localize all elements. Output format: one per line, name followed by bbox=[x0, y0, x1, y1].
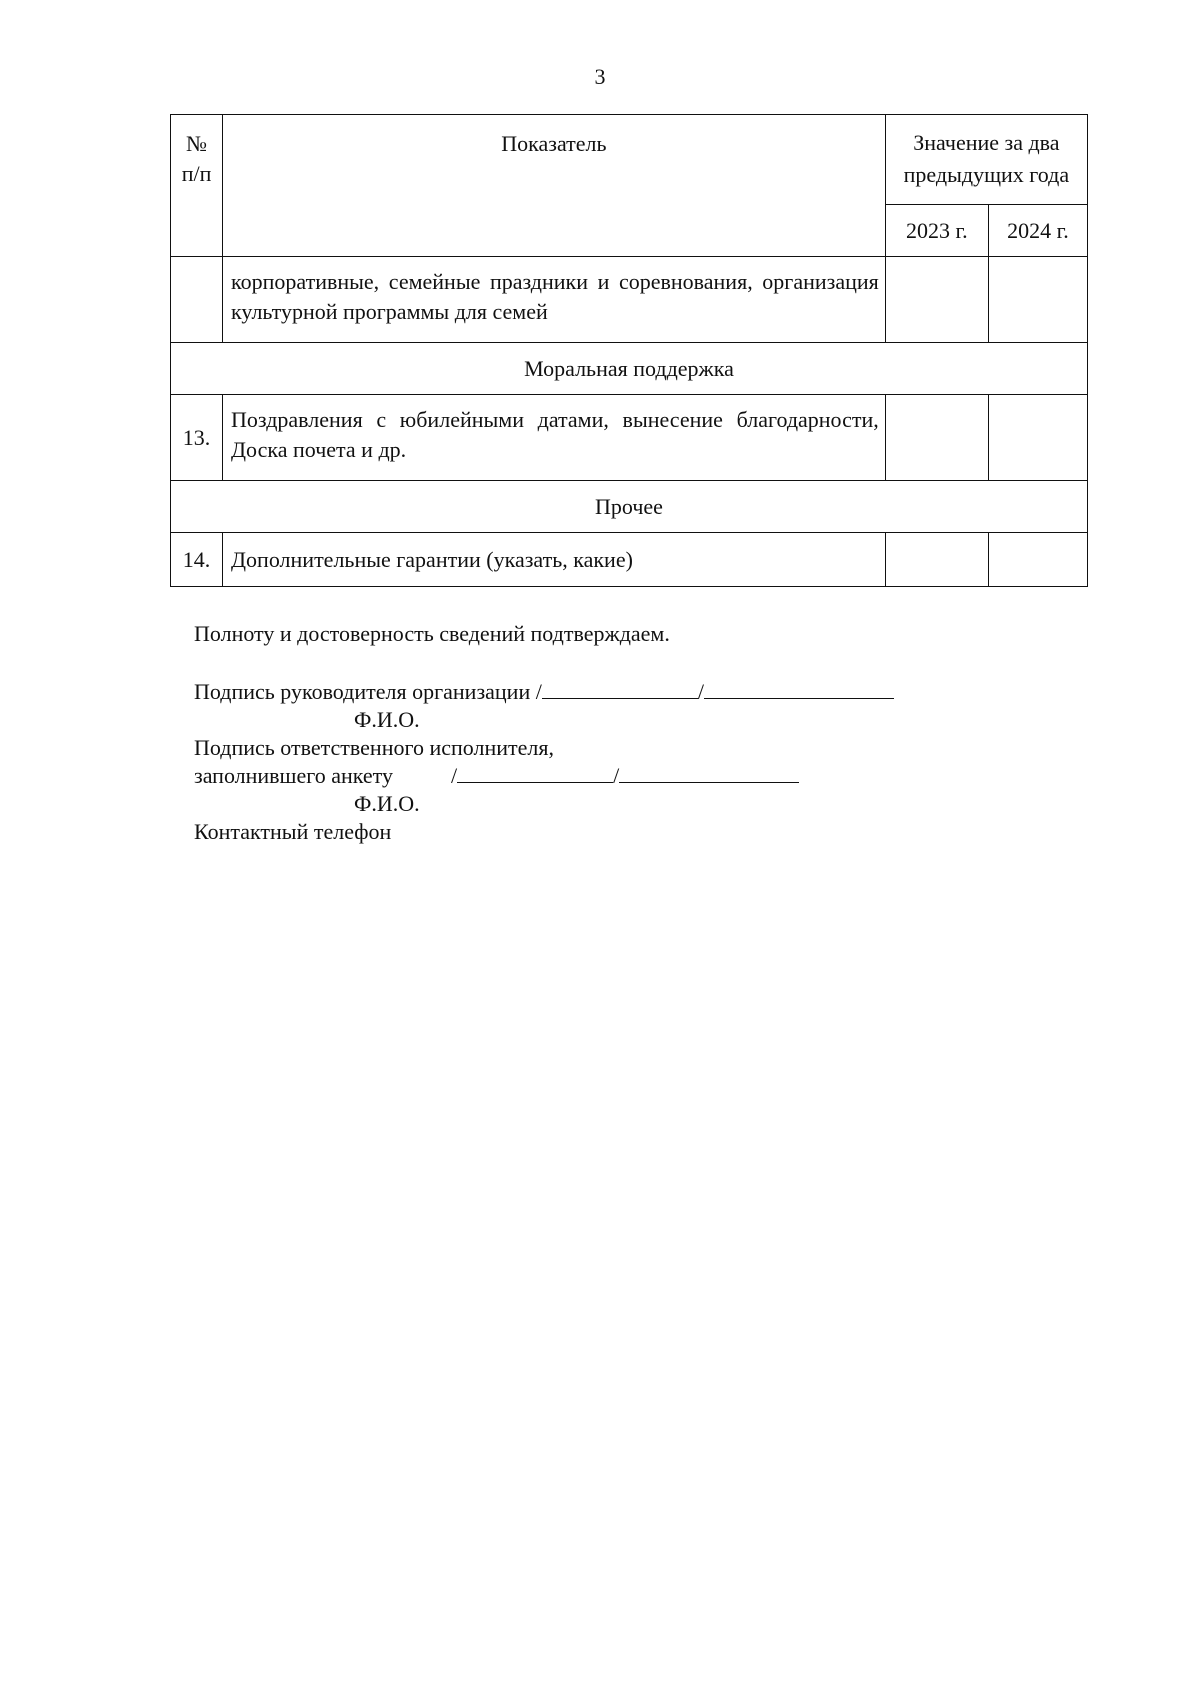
slash: / bbox=[451, 763, 458, 788]
header-value-group bbox=[885, 115, 1087, 205]
row-value-2023 bbox=[885, 257, 988, 343]
section-row bbox=[171, 481, 1088, 533]
page-number: 3 bbox=[594, 64, 606, 89]
row-number: 13. bbox=[171, 395, 223, 481]
row-indicator-text: корпоративные, семейные праздники и соревнования, организация культурной программы для семей bbox=[223, 257, 886, 343]
row-value-2023 bbox=[885, 395, 988, 481]
contact-phone-label: Контактный телефон bbox=[194, 819, 392, 844]
header-year-2023: 2023 г. bbox=[885, 205, 988, 257]
row-number bbox=[171, 257, 223, 343]
row-value-2024 bbox=[988, 395, 1087, 481]
header-value-line1: Значение за два bbox=[913, 130, 1060, 155]
signature-block bbox=[194, 620, 954, 846]
slash: / bbox=[697, 679, 704, 704]
head-signature-label: Подпись руководителя организации / bbox=[194, 679, 542, 704]
row-indicator-text: Дополнительные гарантии (указать, какие) bbox=[223, 533, 886, 587]
head-signature-blank bbox=[542, 678, 698, 699]
fio-caption: Ф.И.О. bbox=[354, 707, 420, 732]
executor-signature-label: Подпись ответственного исполнителя, bbox=[194, 735, 554, 760]
row-number: 14. bbox=[171, 533, 223, 587]
table-row bbox=[171, 257, 1088, 343]
indicators-table bbox=[170, 114, 1088, 587]
section-title: Моральная поддержка bbox=[171, 343, 1088, 395]
row-value-2024 bbox=[988, 257, 1087, 343]
header-indicator: Показатель bbox=[223, 115, 886, 257]
row-value-2024 bbox=[988, 533, 1087, 587]
header-number-symbol: № bbox=[186, 131, 208, 156]
confirmation-text: Полноту и достоверность сведений подтверждаем. bbox=[194, 621, 670, 646]
head-signature-line bbox=[194, 678, 954, 706]
head-fio-blank bbox=[704, 678, 894, 699]
executor-fio-blank bbox=[619, 762, 799, 783]
executor-signature-label-2: заполнившего анкету bbox=[194, 763, 394, 788]
header-value-line2: предыдущих года bbox=[903, 162, 1070, 187]
row-indicator-text: Поздравления с юбилейными датами, вынесение благодарности, Доска почета и др. bbox=[223, 395, 886, 481]
header-number-abbr: п/п bbox=[181, 161, 212, 186]
header-year-2024: 2024 г. bbox=[988, 205, 1087, 257]
executor-signature-line bbox=[194, 762, 954, 790]
executor-signature-blank bbox=[457, 762, 613, 783]
fio-caption: Ф.И.О. bbox=[354, 791, 420, 816]
row-value-2023 bbox=[885, 533, 988, 587]
slash: / bbox=[613, 763, 620, 788]
section-title: Прочее bbox=[171, 481, 1088, 533]
section-row bbox=[171, 343, 1088, 395]
header-number bbox=[171, 115, 223, 257]
table-row bbox=[171, 533, 1088, 587]
table-header-row bbox=[171, 115, 1088, 205]
table-row bbox=[171, 395, 1088, 481]
